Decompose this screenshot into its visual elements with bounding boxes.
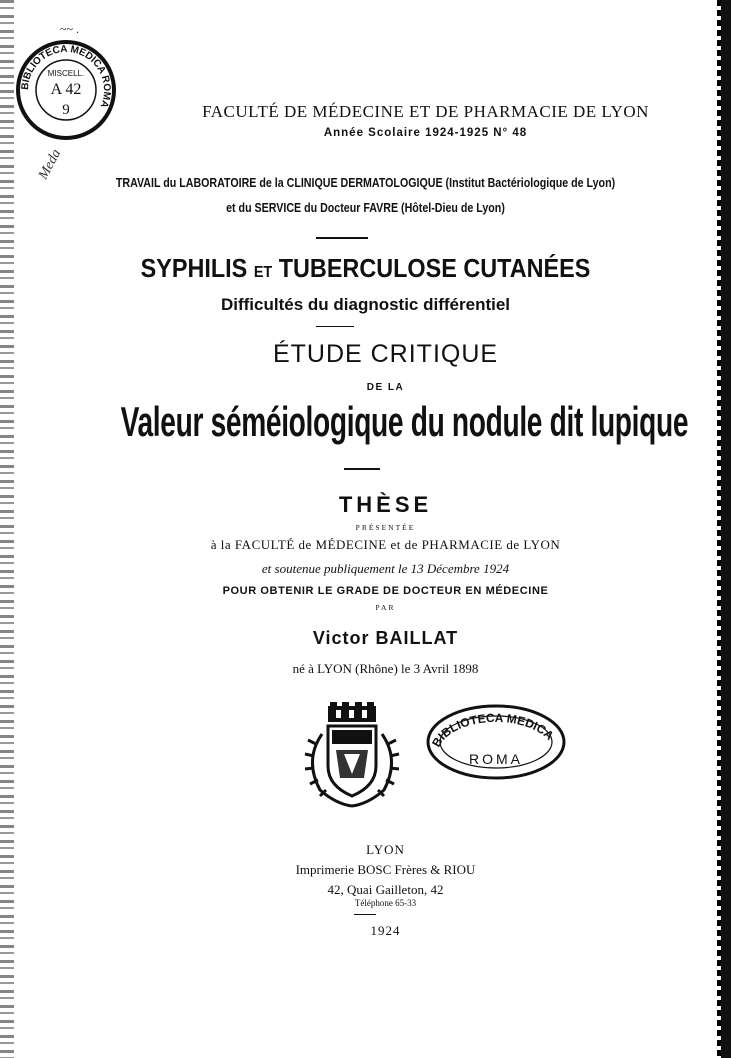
imprint-city: LYON [366, 842, 405, 857]
laboratory-line-1: TRAVAIL du LABORATOIRE de la CLINIQUE DERMATOLOGIQUE (Institut Bactériologique de Lyon) [115, 175, 616, 190]
publication-year: 1924 [370, 923, 401, 938]
academic-year: Année Scolaire 1924-1925 N° 48 [323, 127, 528, 139]
library-oval-stamp-icon [425, 700, 567, 780]
these-heading: THÈSE [338, 492, 433, 517]
margin-mark: ~~ . [60, 22, 79, 36]
de-la-text: DE LA [366, 382, 405, 393]
oval-stamp-ring-text: BIBLIOTECA MEDICA [429, 710, 557, 750]
author-first-name: Victor [312, 628, 370, 648]
imprint-telephone: Téléphone 65-33 [354, 898, 417, 908]
stamp-line2: A 42 [50, 81, 82, 98]
faculty-heading: FACULTÉ DE MÉDECINE ET DE PHARMACIE DE LYON [202, 102, 649, 121]
defense-date: et soutenue publiquement le 13 Décembre 1924 [261, 561, 510, 576]
presentee-text: PRÉSENTÉE [355, 523, 416, 532]
oval-stamp-center: ROMA [469, 751, 523, 767]
title-part2: TUBERCULOSE CUTANÉES [278, 253, 591, 283]
main-title: Valeur séméiologique du nodule dit lupique [120, 398, 689, 445]
divider [316, 326, 354, 327]
par-text: PAR [375, 603, 396, 612]
stamp-line3: 9 [62, 102, 70, 118]
imprint-printer: Imprimerie BOSC Frères & RIOU [295, 862, 476, 877]
etude-heading: ÉTUDE CRITIQUE [272, 340, 499, 368]
author-birth: né à LYON (Rhône) le 3 Avril 1898 [292, 661, 479, 676]
coat-of-arms-icon [292, 700, 412, 812]
title-part1: SYPHILIS [140, 253, 248, 283]
title-subtitle: Difficultés du diagnostic différentiel [220, 295, 511, 314]
divider [316, 237, 368, 239]
stamp-ring-text: BIBLIOTECA MEDICA ROMA [19, 43, 113, 110]
laboratory-line-2: et du SERVICE du Docteur FAVRE (Hôtel-Dieu de Lyon) [226, 200, 505, 215]
page-edge-left [0, 0, 14, 1058]
imprint-address: 42, Quai Gailleton, 42 [327, 882, 444, 897]
degree-text: POUR OBTENIR LE GRADE DE DOCTEUR EN MÉDECINE [222, 585, 549, 597]
divider [354, 914, 376, 915]
author-name [20, 628, 731, 649]
title-connector: ET [253, 264, 273, 281]
handwritten-note: Meda [36, 146, 65, 183]
title-main-line [37, 253, 695, 284]
divider [344, 468, 380, 470]
stamp-line1: MISCELL. [47, 69, 85, 78]
thesis-faculty: à la FACULTÉ de MÉDECINE et de PHARMACIE de LYON [210, 537, 561, 552]
author-last-name: BAILLAT [375, 628, 459, 648]
